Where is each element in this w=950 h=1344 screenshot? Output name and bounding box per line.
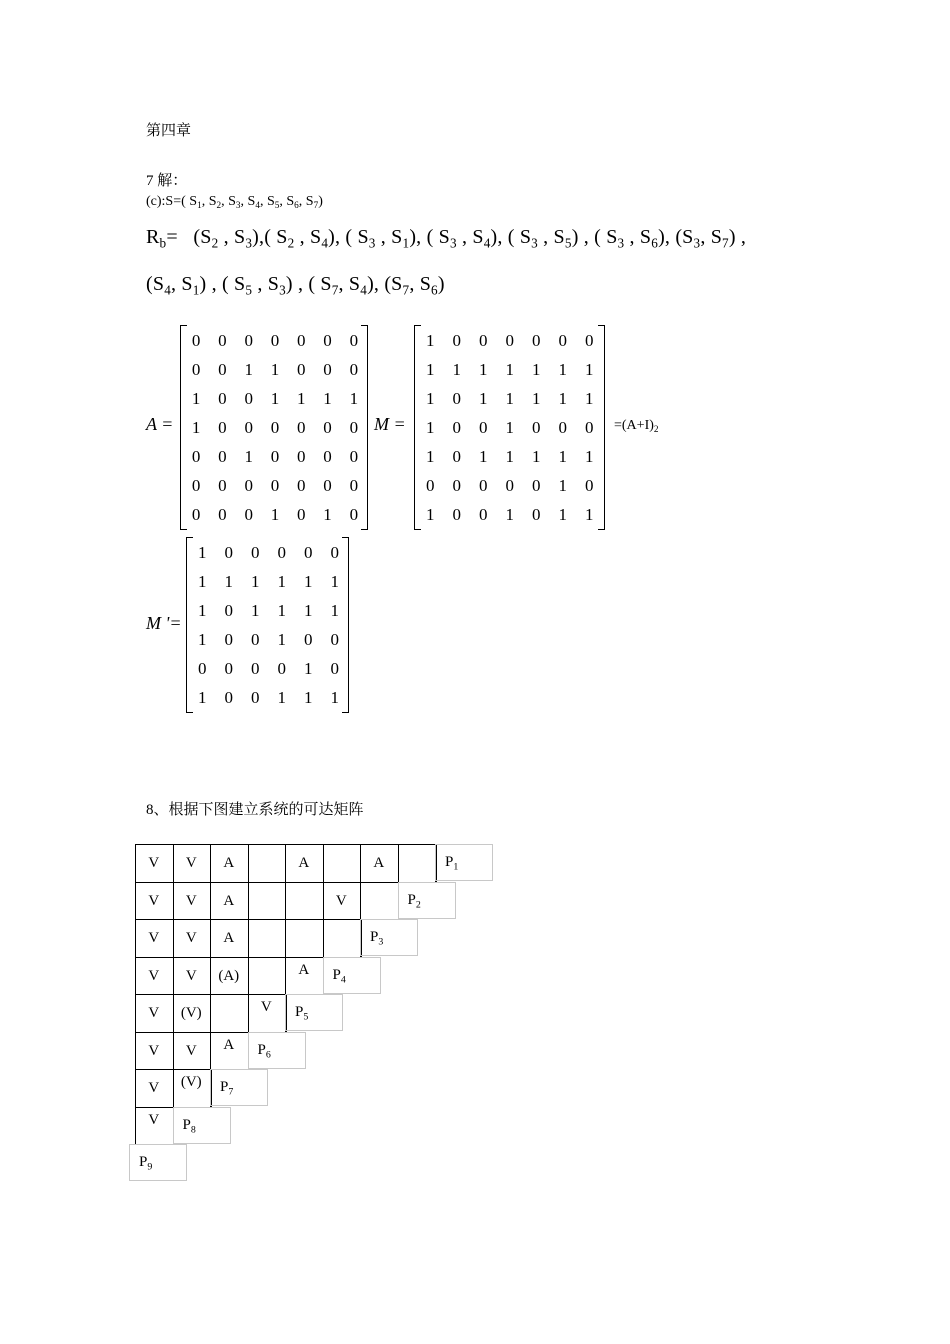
matrix-a-row	[181, 500, 367, 529]
matrix-m-prime-row	[187, 596, 348, 625]
matrix-m-prime-cell: 1	[198, 571, 207, 591]
matrix-a-cell: 0	[191, 330, 201, 350]
matrix-a-cell: 1	[191, 417, 201, 437]
matrix-m-prime	[186, 538, 349, 712]
matrix-m-cell: 1	[479, 359, 488, 379]
matrix-m-row	[415, 355, 604, 384]
matrix-a-cell: 0	[244, 330, 253, 350]
matrix-m-prime-cell: 1	[330, 600, 339, 620]
matrix-m-prime-row	[187, 625, 348, 654]
matrix-m-cell: 1	[426, 359, 435, 379]
matrix-m	[414, 326, 605, 529]
matrix-m-prime-cell: 1	[330, 687, 339, 707]
matrix-m-cell: 0	[532, 475, 541, 495]
matrix-m-row	[415, 413, 604, 442]
matrix-a-cell: 0	[349, 330, 359, 350]
grid-cell-label: (V)	[180, 1074, 202, 1090]
matrix-m-prime-cell: 0	[304, 629, 313, 649]
matrix-a-row	[181, 326, 367, 355]
matrix-a-label: A =	[146, 414, 174, 434]
matrix-m-prime-cell: 0	[224, 658, 233, 678]
matrix-m-cell: 1	[558, 388, 567, 408]
matrix-m-cell: 0	[452, 388, 461, 408]
problem-7-label: 7 解：	[146, 173, 188, 189]
matrix-a-cell: 0	[297, 417, 306, 437]
matrix-m-row	[415, 442, 604, 471]
matrix-m-prime-cell: 0	[277, 542, 286, 562]
matrix-a-cell: 0	[297, 475, 306, 495]
matrix-a-cell: 0	[218, 475, 227, 495]
matrix-m-cell: 1	[558, 475, 567, 495]
grid-cell-label: V	[148, 1042, 160, 1059]
matrix-m-cell: 1	[585, 504, 594, 524]
matrix-m-prime-cell: 0	[224, 629, 233, 649]
grid-cell-label: A	[373, 855, 385, 871]
grid-cell-label: V	[148, 1005, 160, 1021]
matrix-m-cell: 1	[505, 359, 514, 379]
p-label: $P_9$	[139, 1154, 153, 1173]
matrix-a-cell: 1	[323, 504, 332, 524]
chapter-title: 第四章	[146, 123, 192, 139]
grid-cell-label: A	[298, 961, 310, 978]
matrix-m-cell: 1	[558, 359, 567, 379]
grid-cell	[248, 957, 287, 996]
grid-cell	[398, 844, 437, 883]
matrix-a-cell: 1	[297, 388, 306, 408]
matrix-m-label: M =	[374, 414, 406, 434]
matrix-m-cell: 0	[452, 417, 461, 437]
set-definition	[146, 194, 323, 210]
matrix-m-prime-cell: 1	[304, 600, 313, 620]
matrix-a-cell: 0	[297, 330, 306, 350]
p-label-box	[360, 919, 418, 956]
matrix-m-prime-cell: 1	[330, 571, 339, 591]
matrix-m-cell: 0	[505, 330, 514, 350]
matrix-a-cell: 0	[323, 330, 332, 350]
matrix-m-prime-cell: 1	[304, 571, 313, 591]
matrix-a-cell: 1	[191, 388, 201, 408]
grid-cell-label: V	[148, 1111, 160, 1128]
matrix-m-cell: 1	[532, 388, 541, 408]
matrix-m-cell: 0	[532, 504, 541, 524]
matrix-m-cell: 1	[505, 504, 514, 524]
grid-cell-label: V	[148, 930, 160, 946]
grid-cell-label: A	[298, 855, 310, 871]
grid-cell-label: V	[185, 1042, 197, 1059]
matrix-m-prime-cell: 0	[251, 542, 260, 562]
matrix-a-cell: 0	[323, 359, 332, 379]
matrix-a-cell: 1	[270, 504, 280, 524]
matrix-m-cell: 0	[452, 330, 461, 350]
matrix-m-prime-cell: 0	[224, 542, 233, 562]
grid-cell	[248, 844, 287, 883]
matrix-m-cell: 0	[558, 330, 567, 350]
matrix-a-cell: 0	[191, 359, 201, 379]
grid-cell-label: V	[185, 930, 197, 946]
matrix-a-cell: 0	[191, 504, 201, 524]
matrix-a-cell: 0	[349, 359, 359, 379]
matrix-m-cell: 1	[452, 359, 461, 379]
matrix-m-cell: 1	[558, 504, 567, 524]
matrix-m-cell: 1	[532, 446, 541, 466]
matrix-m-row	[415, 500, 604, 529]
matrix-a-cell: 0	[218, 417, 227, 437]
matrix-m-prime-cell: 1	[224, 571, 233, 591]
matrix-a-cell: 0	[349, 417, 359, 437]
matrix-m-prime-cell: 0	[277, 658, 286, 678]
matrix-m-cell: 1	[505, 388, 514, 408]
matrix-m-cell: 1	[426, 417, 435, 437]
matrix-m-prime-cell: 0	[224, 600, 233, 620]
matrix-m-prime-cell: 0	[330, 542, 339, 562]
matrix-a	[180, 326, 368, 529]
matrix-a-cell: 0	[218, 330, 227, 350]
grid-cell-label: A	[223, 855, 235, 871]
matrix-a-cell: 0	[323, 475, 332, 495]
matrix-m-cell: 0	[479, 330, 488, 350]
matrix-m-prime-row	[187, 683, 348, 712]
grid-cell-label: (A)	[218, 967, 240, 984]
p-label-box	[398, 882, 456, 919]
matrix-a-cell: 1	[244, 359, 253, 379]
matrix-m-cell: 0	[479, 504, 488, 524]
grid-cell	[285, 882, 324, 921]
matrix-a-cell: 0	[297, 504, 306, 524]
matrix-m-row	[415, 326, 604, 355]
matrix-m-prime-cell: 1	[277, 687, 286, 707]
grid-cell-label: V	[148, 855, 160, 871]
matrix-m-cell: 0	[452, 446, 461, 466]
p-label: $P_4$	[332, 966, 346, 985]
matrix-m-cell: 0	[479, 475, 488, 495]
matrix-m-prime-cell: 1	[198, 687, 207, 707]
matrix-m-prime-cell: 1	[198, 600, 207, 620]
matrix-a-cell: 0	[218, 504, 227, 524]
matrix-m-prime-cell: 1	[251, 600, 260, 620]
matrix-m-prime-cell: 1	[251, 571, 260, 591]
grid-cell-label: A	[223, 1036, 235, 1053]
grid-cell-label: V	[148, 1080, 160, 1096]
matrix-m-prime-cell: 0	[224, 687, 233, 707]
grid-cell-label: V	[185, 967, 197, 984]
matrix-m-row	[415, 384, 604, 413]
matrix-m-prime-label: M '=	[146, 613, 182, 633]
matrix-m-prime-cell: 1	[277, 600, 286, 620]
matrix-m-cell: 1	[426, 446, 435, 466]
matrix-a-row	[181, 355, 367, 384]
matrix-a-cell: 1	[270, 359, 280, 379]
matrix-m-cell: 0	[585, 475, 594, 495]
relation-rb-line1: $R_b= (S_2$ , $S_3$),( $S_2$ , $S_4$), ( $S_3$ , $S_1$), ( $S_3$ , $S_4$), ( $S_3$ , $S_5$) , ( $S_3$ , $S_6$), ($S_3$, $S_7$) ,	[146, 226, 747, 251]
matrix-m-cell: 1	[585, 359, 594, 379]
grid-cell-label: A	[223, 930, 235, 946]
matrix-a-cell: 1	[349, 388, 359, 408]
matrix-m-cell: 0	[426, 475, 435, 495]
matrix-m-cell: 1	[426, 330, 435, 350]
matrix-m-cell: 1	[479, 388, 488, 408]
matrix-m-cell: 1	[505, 446, 514, 466]
grid-cell-label: V	[148, 892, 160, 909]
matrix-a-cell: 0	[244, 388, 253, 408]
matrix-a-cell: 1	[270, 388, 280, 408]
matrix-m-cell: 1	[585, 446, 594, 466]
matrix-m-cell: 0	[532, 330, 541, 350]
matrix-m-cell: 0	[479, 417, 488, 437]
p-label-box	[435, 844, 493, 881]
p-label-box	[129, 1144, 187, 1181]
matrix-a-cell: 0	[349, 446, 359, 466]
p-label: $P_2$	[407, 891, 421, 910]
matrix-m-prime-row	[187, 567, 348, 596]
matrix-a-cell: 0	[218, 388, 227, 408]
matrix-a-cell: 0	[349, 504, 359, 524]
matrix-m-prime-cell: 1	[198, 542, 207, 562]
matrix-a-cell: 0	[191, 446, 201, 466]
matrix-m-prime-row	[187, 654, 348, 683]
matrix-a-cell: 0	[270, 330, 280, 350]
matrix-m-prime-cell: 0	[330, 658, 339, 678]
matrix-m-row	[415, 471, 604, 500]
matrix-a-cell: 1	[323, 388, 332, 408]
grid-cell-label: V	[148, 967, 160, 984]
relation-rb-line2: ($S_4$, $S_1$) , ( $S_5$ , $S_3$) , ( $S_7$, $S_4$), ($S_7$, $S_6$)	[146, 273, 445, 298]
p-label: $P_8$	[182, 1116, 196, 1135]
matrix-a-row	[181, 442, 367, 471]
matrix-m-prime-cell: 1	[277, 571, 286, 591]
matrix-m-prime-cell: 1	[304, 658, 313, 678]
matrix-m-prime-cell: 0	[304, 542, 313, 562]
grid-cell	[248, 882, 287, 921]
p-label: $P_6$	[257, 1041, 271, 1060]
matrix-a-cell: 0	[297, 446, 306, 466]
matrix-m-cell: 0	[558, 417, 567, 437]
matrix-a-cell: 0	[218, 446, 227, 466]
matrix-a-cell: 0	[297, 359, 306, 379]
grid-cell	[323, 919, 362, 958]
p-label-box	[248, 1032, 306, 1069]
p-label-box	[173, 1107, 231, 1144]
matrix-m-cell: 0	[452, 475, 461, 495]
p-label: $P_7$	[220, 1079, 234, 1098]
matrix-a-cell: 0	[218, 359, 227, 379]
p-label-box	[210, 1069, 268, 1106]
p-label: $P_5$	[295, 1004, 309, 1023]
matrix-m-prime-row	[187, 538, 348, 567]
p-label: $P_3$	[370, 929, 384, 948]
matrix-a-cell: 1	[244, 446, 253, 466]
set-definition-text: (c):S=( $S_1$, $S_2$, $S_3$, $S_4$, $S_5$, $S_6$, $S_7$)	[146, 194, 323, 211]
matrix-a-cell: 0	[270, 475, 280, 495]
grid-cell	[210, 994, 249, 1033]
grid-cell	[248, 919, 287, 958]
matrix-m-cell: 1	[558, 446, 567, 466]
grid-cell-label: V	[185, 855, 197, 871]
matrix-m-note: $=(A+I)_2$	[614, 418, 659, 435]
matrix-m-cell: 1	[505, 417, 514, 437]
matrix-a-cell: 0	[323, 417, 332, 437]
p-label-box	[323, 957, 381, 994]
matrix-m-prime-cell: 1	[198, 629, 207, 649]
grid-cell	[285, 919, 324, 958]
grid-cell	[360, 882, 399, 921]
matrix-a-cell: 0	[349, 475, 359, 495]
matrix-a-cell: 0	[244, 475, 253, 495]
matrix-m-cell: 1	[426, 504, 435, 524]
matrix-m-cell: 1	[479, 446, 488, 466]
grid-cell-label: V	[185, 892, 197, 909]
grid-cell	[323, 844, 362, 883]
grid-cell-label: V	[260, 999, 272, 1015]
grid-cell-label: (V)	[180, 1005, 202, 1021]
matrix-m-cell: 0	[585, 417, 594, 437]
matrix-m-cell: 0	[505, 475, 514, 495]
matrix-m-cell: 1	[426, 388, 435, 408]
p-label-box	[285, 994, 343, 1031]
matrix-a-row	[181, 384, 367, 413]
matrix-m-cell: 0	[585, 330, 594, 350]
matrix-m-prime-cell: 0	[251, 687, 260, 707]
matrix-a-row	[181, 413, 367, 442]
matrix-a-cell: 0	[244, 417, 253, 437]
matrix-m-prime-cell: 1	[304, 687, 313, 707]
matrix-m-cell: 1	[532, 359, 541, 379]
problem-8-label: 8、根据下图建立系统的可达矩阵	[146, 802, 364, 818]
matrix-m-prime-cell: 0	[251, 629, 260, 649]
p-label: $P_1$	[445, 854, 459, 873]
matrix-a-cell: 0	[270, 417, 280, 437]
matrix-m-prime-cell: 0	[198, 658, 207, 678]
matrix-m-prime-cell: 0	[251, 658, 260, 678]
matrix-a-cell: 0	[323, 446, 332, 466]
matrix-a-cell: 0	[244, 504, 253, 524]
matrix-m-cell: 0	[532, 417, 541, 437]
matrix-a-cell: 0	[270, 446, 280, 466]
matrix-m-prime-cell: 1	[277, 629, 286, 649]
matrix-m-cell: 0	[452, 504, 461, 524]
matrix-a-cell: 0	[191, 475, 201, 495]
grid-cell-label: V	[335, 892, 347, 909]
matrix-a-row	[181, 471, 367, 500]
matrix-m-prime-cell: 0	[330, 629, 339, 649]
matrix-m-cell: 1	[585, 388, 594, 408]
grid-cell-label: A	[223, 892, 235, 909]
